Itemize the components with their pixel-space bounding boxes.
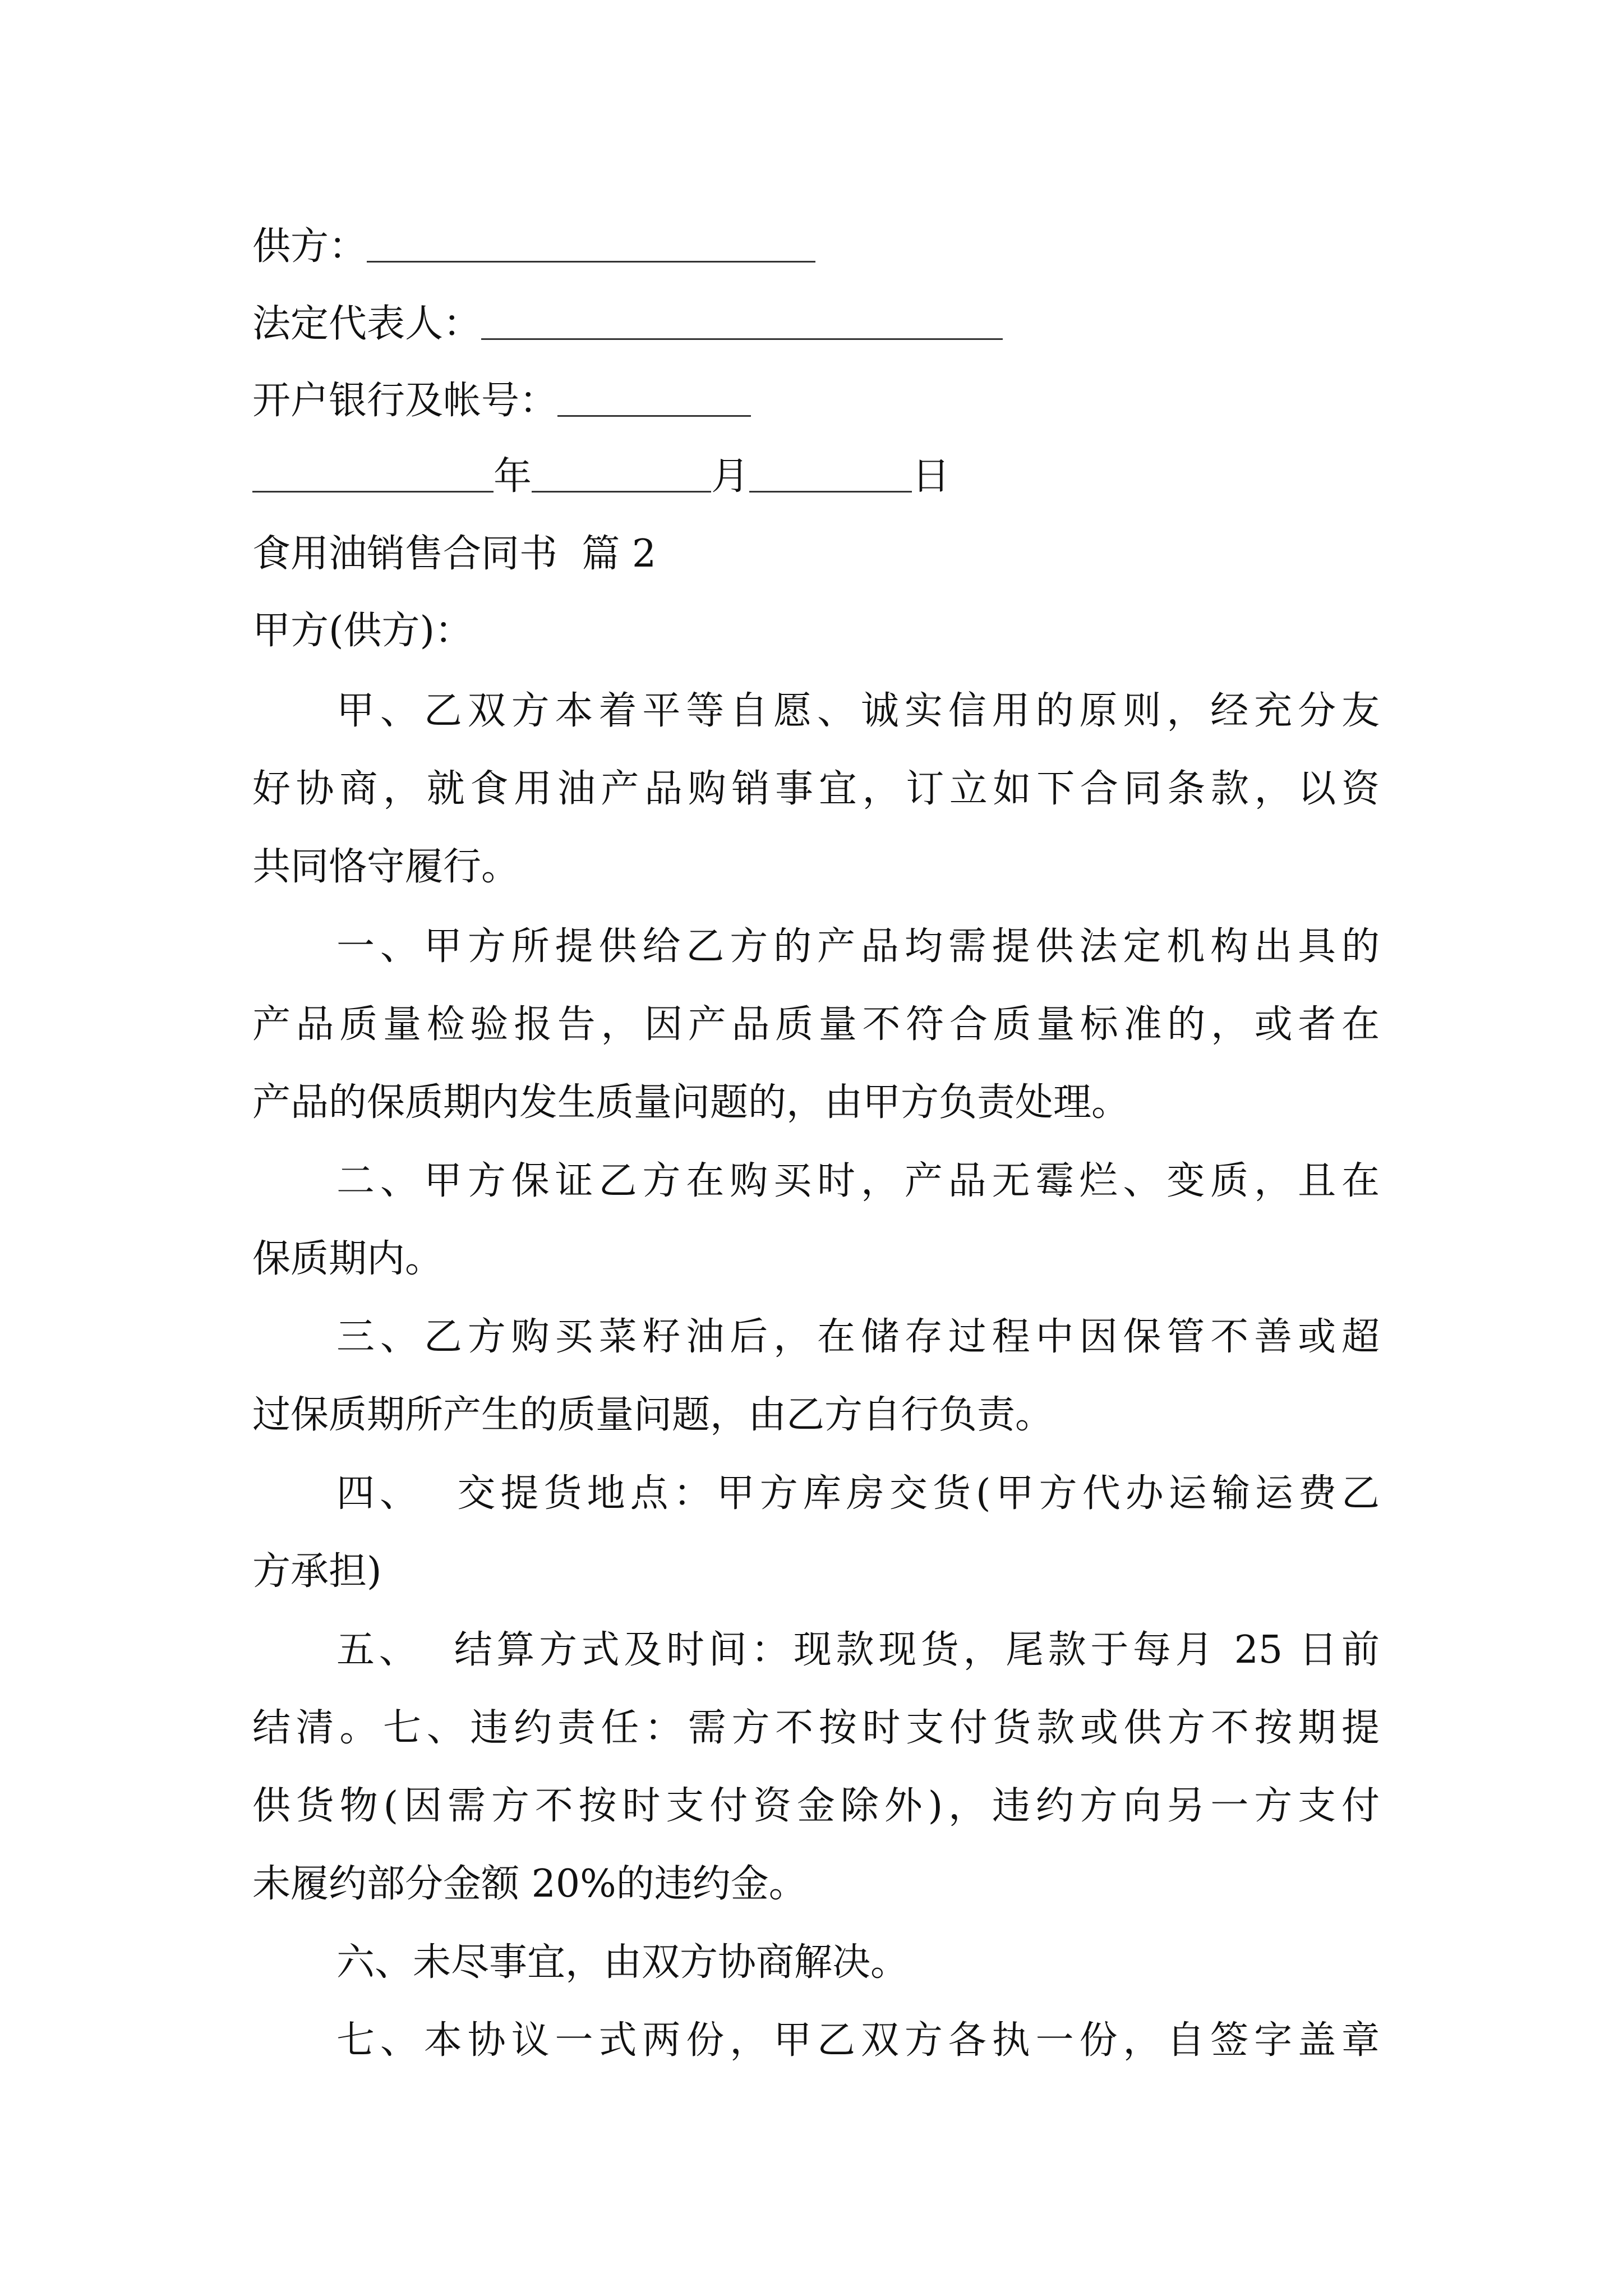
bank-label: 开户银行及帐号： bbox=[252, 379, 558, 423]
year-blank bbox=[252, 485, 494, 493]
legal-rep-label: 法定代表人： bbox=[252, 302, 482, 346]
date-year-label: 年 bbox=[494, 454, 532, 499]
clause4-line-2: 方承担) bbox=[252, 1549, 382, 1594]
supplier-label: 供方： bbox=[252, 224, 367, 269]
clause3-line-1: 三、乙方购买菜籽油后，在储存过程中因保管不善或超 bbox=[336, 1315, 1380, 1359]
supplier-line bbox=[252, 208, 1380, 286]
legal-rep-blank bbox=[481, 333, 1003, 340]
date-day-label: 日 bbox=[912, 454, 951, 499]
clause1-line-1: 一、甲方所提供给乙方的产品均需提供法定机构出具的 bbox=[336, 924, 1380, 969]
clause2-line-2: 保质期内。 bbox=[252, 1237, 444, 1281]
bank-account-line bbox=[252, 362, 1380, 440]
clause6-line-1: 六、未尽事宜，由双方协商解决。 bbox=[336, 1940, 909, 1985]
clause7-line-1: 七、本协议一式两份，甲乙双方各执一份，自签字盖章 bbox=[336, 2018, 1380, 2063]
intro-line-1: 甲、乙双方本着平等自愿、诚实信用的原则，经充分友 bbox=[336, 689, 1380, 733]
supplier-blank bbox=[367, 255, 815, 263]
clause2-line-1: 二、甲方保证乙方在购买时，产品无霉烂、变质，且在 bbox=[336, 1159, 1380, 1203]
section-title: 食用油销售合同书 篇 2 bbox=[252, 532, 657, 576]
clause4-line-1: 四、 交提货地点：甲方库房交货(甲方代办运输运费乙 bbox=[336, 1471, 1380, 1516]
bank-blank bbox=[557, 409, 751, 417]
intro-line-2: 好协商，就食用油产品购销事宜，订立如下合同条款，以资 bbox=[252, 767, 1380, 811]
party-a-label: 甲方(供方)： bbox=[252, 609, 473, 653]
month-blank bbox=[532, 485, 711, 493]
day-blank bbox=[749, 485, 912, 493]
clause5-line-4: 未履约部分金额 20%的违约金。 bbox=[252, 1862, 807, 1906]
clause5-line-3: 供货物(因需方不按时支付资金除外)，违约方向另一方支付 bbox=[252, 1784, 1380, 1828]
clause3-line-2: 过保质期所产生的质量问题，由乙方自行负责。 bbox=[252, 1393, 1054, 1437]
clause1-line-3: 产品的保质期内发生质量问题的，由甲方负责处理。 bbox=[252, 1080, 1130, 1125]
legal-rep-line bbox=[252, 285, 1380, 363]
clause5-line-1: 五、 结算方式及时间：现款现货，尾款于每月 25 日前 bbox=[336, 1628, 1380, 1672]
date-line bbox=[252, 438, 1380, 516]
intro-line-3: 共同恪守履行。 bbox=[252, 845, 520, 889]
clause5-line-2: 结清。七、违约责任：需方不按时支付货款或供方不按期提 bbox=[252, 1706, 1380, 1750]
clause1-line-2: 产品质量检验报告，因产品质量不符合质量标准的，或者在 bbox=[252, 1002, 1380, 1047]
date-month-label: 月 bbox=[711, 454, 750, 499]
